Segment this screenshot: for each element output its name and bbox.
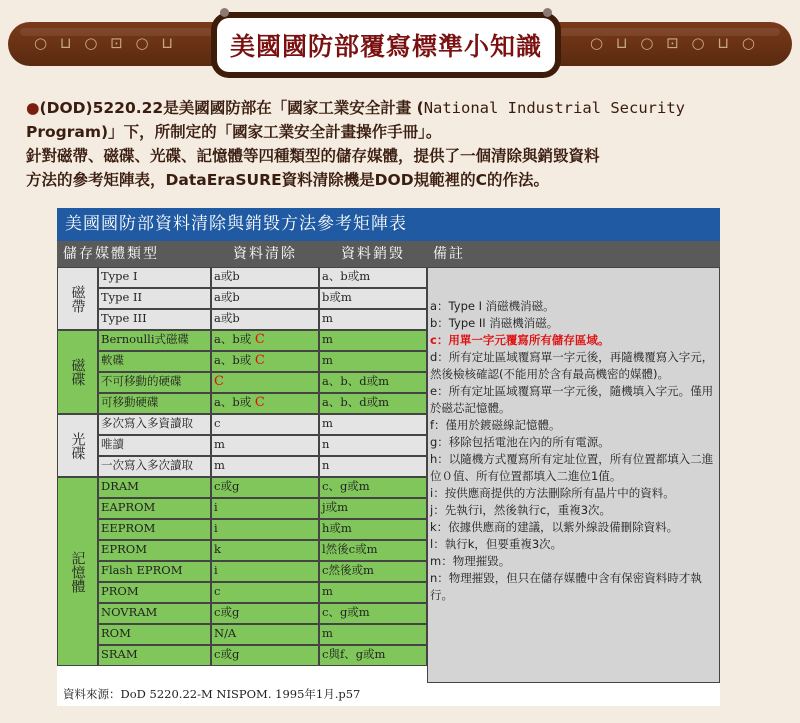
- media-type-cell: ROM: [98, 624, 211, 645]
- media-type-cell: Flash EPROM: [98, 561, 211, 582]
- intro-line-4: 方法的參考矩陣表，DataEraSURE資料清除機是DOD規範裡的C的作法。: [26, 171, 549, 189]
- column-header-notes: 備註: [427, 241, 720, 267]
- reference-matrix-table: [57, 208, 720, 706]
- notes-column: [427, 267, 720, 683]
- bolt-icon: [220, 8, 229, 17]
- clear-method-c-highlight: C: [254, 395, 265, 410]
- note-f: f：僅用於鍍磁線記憶體。: [430, 418, 561, 432]
- media-type-cell: 唯讀: [98, 435, 211, 456]
- clear-method-cell: a或b: [211, 267, 319, 288]
- clear-method-cell: i: [211, 561, 319, 582]
- media-type-cell: EAPROM: [98, 498, 211, 519]
- destroy-method-cell: c與f、g或m: [319, 645, 427, 666]
- media-type-cell: 不可移動的硬碟: [98, 372, 211, 393]
- category-label: 光碟: [57, 414, 98, 477]
- destroy-method-cell: n: [319, 456, 427, 477]
- note-n: n：物理摧毀，但只在儲存媒體中含有保密資料時才執行。: [430, 571, 702, 602]
- note-m: m：物理摧毀。: [430, 554, 511, 568]
- media-type-cell: DRAM: [98, 477, 211, 498]
- destroy-method-cell: c然後或m: [319, 561, 427, 582]
- clear-method-cell: c或g: [211, 477, 319, 498]
- media-type-cell: SRAM: [98, 645, 211, 666]
- banner-decoration-left: ○ ⊔ ○ ⊡ ○ ⊔: [34, 34, 178, 52]
- category-label: 記憶體: [57, 477, 98, 666]
- note-l: l：執行k，但要重複3次。: [430, 537, 563, 551]
- column-header-destroy: 資料銷毀: [319, 241, 427, 267]
- clear-method-cell: [211, 351, 319, 372]
- clear-method-text: a、b或: [214, 332, 252, 346]
- column-header-clear: 資料清除: [211, 241, 319, 267]
- clear-method-c-highlight: C: [254, 332, 265, 347]
- intro-paragraph: [26, 96, 784, 192]
- note-g: g：移除包括電池在內的所有電源。: [430, 435, 610, 449]
- clear-method-cell: i: [211, 498, 319, 519]
- intro-text-en: National Industrial Security: [423, 99, 685, 117]
- column-header-media: 儲存媒體類型: [57, 241, 211, 267]
- media-type-cell: 多次寫入多資讀取: [98, 414, 211, 435]
- clear-method-cell: c: [211, 582, 319, 603]
- media-type-cell: Bernoulli式磁碟: [98, 330, 211, 351]
- clear-method-cell: i: [211, 519, 319, 540]
- media-type-cell: Type III: [98, 309, 211, 330]
- clear-method-cell: k: [211, 540, 319, 561]
- destroy-method-cell: b或m: [319, 288, 427, 309]
- destroy-method-cell: j或m: [319, 498, 427, 519]
- clear-method-cell: c或g: [211, 603, 319, 624]
- clear-method-cell: a或b: [211, 288, 319, 309]
- clear-method-cell: c或g: [211, 645, 319, 666]
- destroy-method-cell: m: [319, 351, 427, 372]
- note-a: a：Type I 消磁機消磁。: [430, 299, 555, 313]
- clear-method-cell: [211, 330, 319, 351]
- media-type-cell: 可移動硬碟: [98, 393, 211, 414]
- clear-method-cell: c: [211, 414, 319, 435]
- destroy-method-cell: l然後c或m: [319, 540, 427, 561]
- clear-method-text: a、b或: [214, 353, 252, 367]
- category-label: 磁帶: [57, 267, 98, 330]
- destroy-method-cell: m: [319, 582, 427, 603]
- title-banner: [0, 0, 800, 92]
- media-type-cell: NOVRAM: [98, 603, 211, 624]
- bolt-icon: [543, 8, 552, 17]
- intro-text: (DOD)5220.22是美國國防部在「國家工業安全計畫 (: [39, 99, 424, 117]
- media-type-cell: 軟碟: [98, 351, 211, 372]
- source-citation: 資料來源：DoD 5220.22-M NISPOM. 1995年1月.p57: [57, 683, 720, 706]
- destroy-method-cell: m: [319, 624, 427, 645]
- category-label: 磁碟: [57, 330, 98, 414]
- note-k: k：依據供應商的建議，以紫外線設備刪除資料。: [430, 520, 679, 534]
- clear-method-cell: a或b: [211, 309, 319, 330]
- media-type-cell: Type II: [98, 288, 211, 309]
- table-title: 美國國防部資料清除與銷毀方法參考矩陣表: [65, 214, 407, 234]
- clear-method-cell: [211, 372, 319, 393]
- media-type-cell: 一次寫入多次讀取: [98, 456, 211, 477]
- destroy-method-cell: a、b、d或m: [319, 393, 427, 414]
- clear-method-cell: m: [211, 456, 319, 477]
- destroy-method-cell: m: [319, 414, 427, 435]
- destroy-method-cell: m: [319, 309, 427, 330]
- note-d: d：所有定址區域覆寫單一字元後，再隨機覆寫入字元，然後檢核確認(不能用於含有最高機密的媒體)。: [430, 350, 714, 381]
- media-type-cell: EEPROM: [98, 519, 211, 540]
- banner-decoration-right: ○ ⊔ ○ ⊡ ○ ⊔ ○: [590, 34, 759, 52]
- media-type-cell: PROM: [98, 582, 211, 603]
- destroy-method-cell: a、b、d或m: [319, 372, 427, 393]
- bullet-icon: ●: [26, 99, 40, 117]
- destroy-method-cell: c、g或m: [319, 477, 427, 498]
- clear-method-cell: m: [211, 435, 319, 456]
- intro-line-2: Program)」下，所制定的「國家工業安全計畫操作手冊」。: [26, 123, 442, 141]
- note-c: c：用單一字元覆寫所有儲存區域。: [430, 333, 610, 347]
- intro-line-1: [26, 96, 784, 120]
- note-i: i：按供應商提供的方法刪除所有晶片中的資料。: [430, 486, 675, 500]
- intro-line-3: 針對磁帶、磁碟、光碟、記憶體等四種類型的儲存媒體，提供了一個清除與銷毀資料: [26, 147, 600, 165]
- media-type-cell: EPROM: [98, 540, 211, 561]
- clear-method-cell: N/A: [211, 624, 319, 645]
- clear-method-cell: [211, 393, 319, 414]
- media-type-cell: Type I: [98, 267, 211, 288]
- destroy-method-cell: c、g或m: [319, 603, 427, 624]
- clear-method-text: a、b或: [214, 395, 252, 409]
- note-h: h：以隨機方式覆寫所有定址位置，所有位置都填入二進位０值、所有位置都填入二進位1值。: [430, 452, 714, 483]
- destroy-method-cell: h或m: [319, 519, 427, 540]
- clear-method-c-highlight: C: [254, 353, 265, 368]
- table-title-bar: [57, 208, 720, 241]
- note-e: e：所有定址區域覆寫單一字元後，隨機填入字元。僅用於磁芯記憶體。: [430, 384, 714, 415]
- destroy-method-cell: a、b或m: [319, 267, 427, 288]
- page-title: 美國國防部覆寫標準小知識: [229, 32, 542, 61]
- clear-method-c-highlight: C: [214, 374, 224, 389]
- destroy-method-cell: n: [319, 435, 427, 456]
- destroy-method-cell: m: [319, 330, 427, 351]
- note-b: b：Type II 消磁機消磁。: [430, 316, 559, 330]
- note-j: j：先執行i，然後執行c，重複3次。: [430, 503, 612, 517]
